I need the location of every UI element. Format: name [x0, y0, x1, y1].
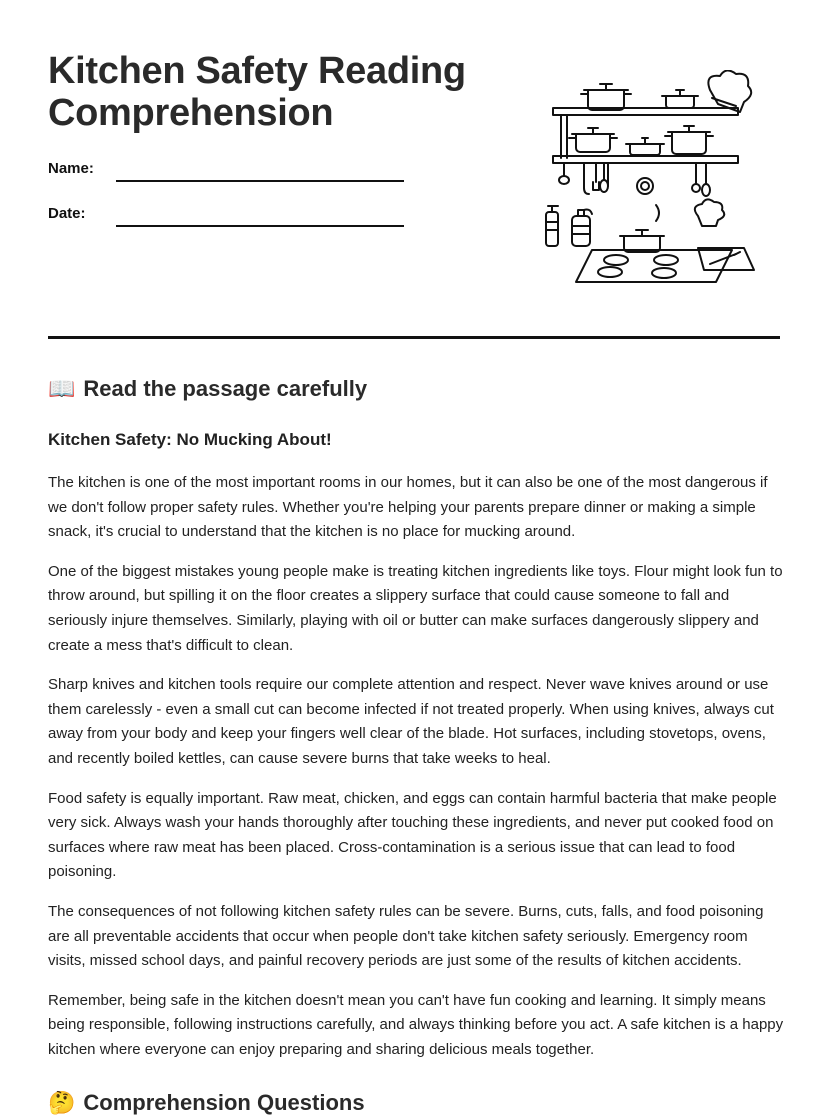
passage-paragraph: The consequences of not following kitchen safety rules can be severe. Burns, cuts, falls, and food poisoning are all preventable accidents that occur when people don't take kitchen safety seriously. Emergency room visits, missed school days, and painful recovery periods are just some of the results of kitchen accidents.: [48, 902, 764, 970]
steam-icon: [656, 205, 659, 221]
upper-shelf: [553, 108, 738, 115]
passage-paragraph: One of the biggest mistakes young people make is treating kitchen ingredients like toys. Flour might look fun to throw around, but spilling it on the floor creates a slippery surface that could cause someone to fall and seriously injure themselves. Similarly, playing with oil or butter can make surfaces dangerously slippery and create a mess that's difficult to clean.: [48, 562, 783, 654]
title-line-1: Kitchen Safety Reading: [48, 50, 466, 92]
passage-paragraph: The kitchen is one of the most important rooms in our homes, but it can also be one of the most dangerous if we don't follow proper safety rules. Whether you're helping your parents prepare dinner or making a simple snack, it's crucial to understand that the kitchen is no place for mucking around.: [48, 474, 768, 541]
passage-paragraph: Sharp knives and kitchen tools require our complete attention and respect. Never wave knives around or use them carelessly - even a small cut can become infected if not treated properly. When using knives, always cut away from your body and keep your fingers well clear of the blade. Hot surfaces, including stovetops, ovens, and recently boiled kettles, can cause severe burns that take weeks to heal.: [48, 676, 774, 767]
name-label: Name:: [48, 160, 94, 177]
read-passage-heading-text: Read the passage carefully: [83, 376, 368, 401]
cutting-board-icon: [698, 248, 754, 270]
lower-pot-right-icon: [665, 126, 713, 154]
passage-paragraph: Food safety is equally important. Raw meat, chicken, and eggs can contain harmful bacteria that make people very sick. Always wash your hands thoroughly after touching these ingredients, and never put cooked food on surfaces where raw meat has been placed. Cross-contamination is a serious issue that can lead to food poisoning.: [48, 789, 777, 881]
open-book-icon: 📖: [48, 376, 76, 401]
comprehension-questions-heading-text: Comprehension Questions: [83, 1090, 365, 1115]
thinking-face-icon: 🤔: [48, 1090, 76, 1115]
passage-body: [48, 471, 784, 1077]
lower-shelf: [553, 156, 738, 163]
header-divider: [48, 336, 780, 339]
name-write-line[interactable]: [116, 180, 404, 182]
worksheet-title: [48, 50, 518, 134]
passage-title: Kitchen Safety: No Mucking About!: [48, 430, 332, 449]
stove-pot-icon: [620, 230, 664, 252]
kitchen-illustration: [538, 70, 768, 290]
worksheet-header: [48, 0, 780, 340]
lower-pan-icon: [626, 138, 664, 155]
stovetop-icon: [576, 250, 732, 282]
hanging-utensils-icon: [559, 163, 710, 196]
title-line-2: Comprehension: [48, 92, 334, 134]
date-label: Date:: [48, 205, 86, 222]
date-write-line[interactable]: [116, 225, 404, 227]
passage-paragraph: Remember, being safe in the kitchen doesn't mean you can't have fun cooking and learning. It simply means being responsible, following instructions carefully, and always thinking before you act. A safe kitchen is a happy kitchen where everyone can enjoy preparing and sharing delicious meals together.: [48, 991, 784, 1058]
upper-pot-icon: [581, 84, 631, 110]
small-chef-hat-icon: [695, 199, 724, 226]
side-post: [561, 115, 567, 158]
lower-pot-left-icon: [569, 128, 617, 152]
fire-extinguisher-icon: [546, 206, 592, 246]
name-field: [48, 160, 94, 177]
wall-clock-icon: [637, 178, 653, 194]
chef-hat-icon: [708, 70, 751, 112]
upper-small-pot-icon: [662, 90, 698, 108]
read-passage-heading: [48, 376, 367, 402]
comprehension-questions-heading: [48, 1090, 365, 1116]
date-field: [48, 205, 86, 222]
